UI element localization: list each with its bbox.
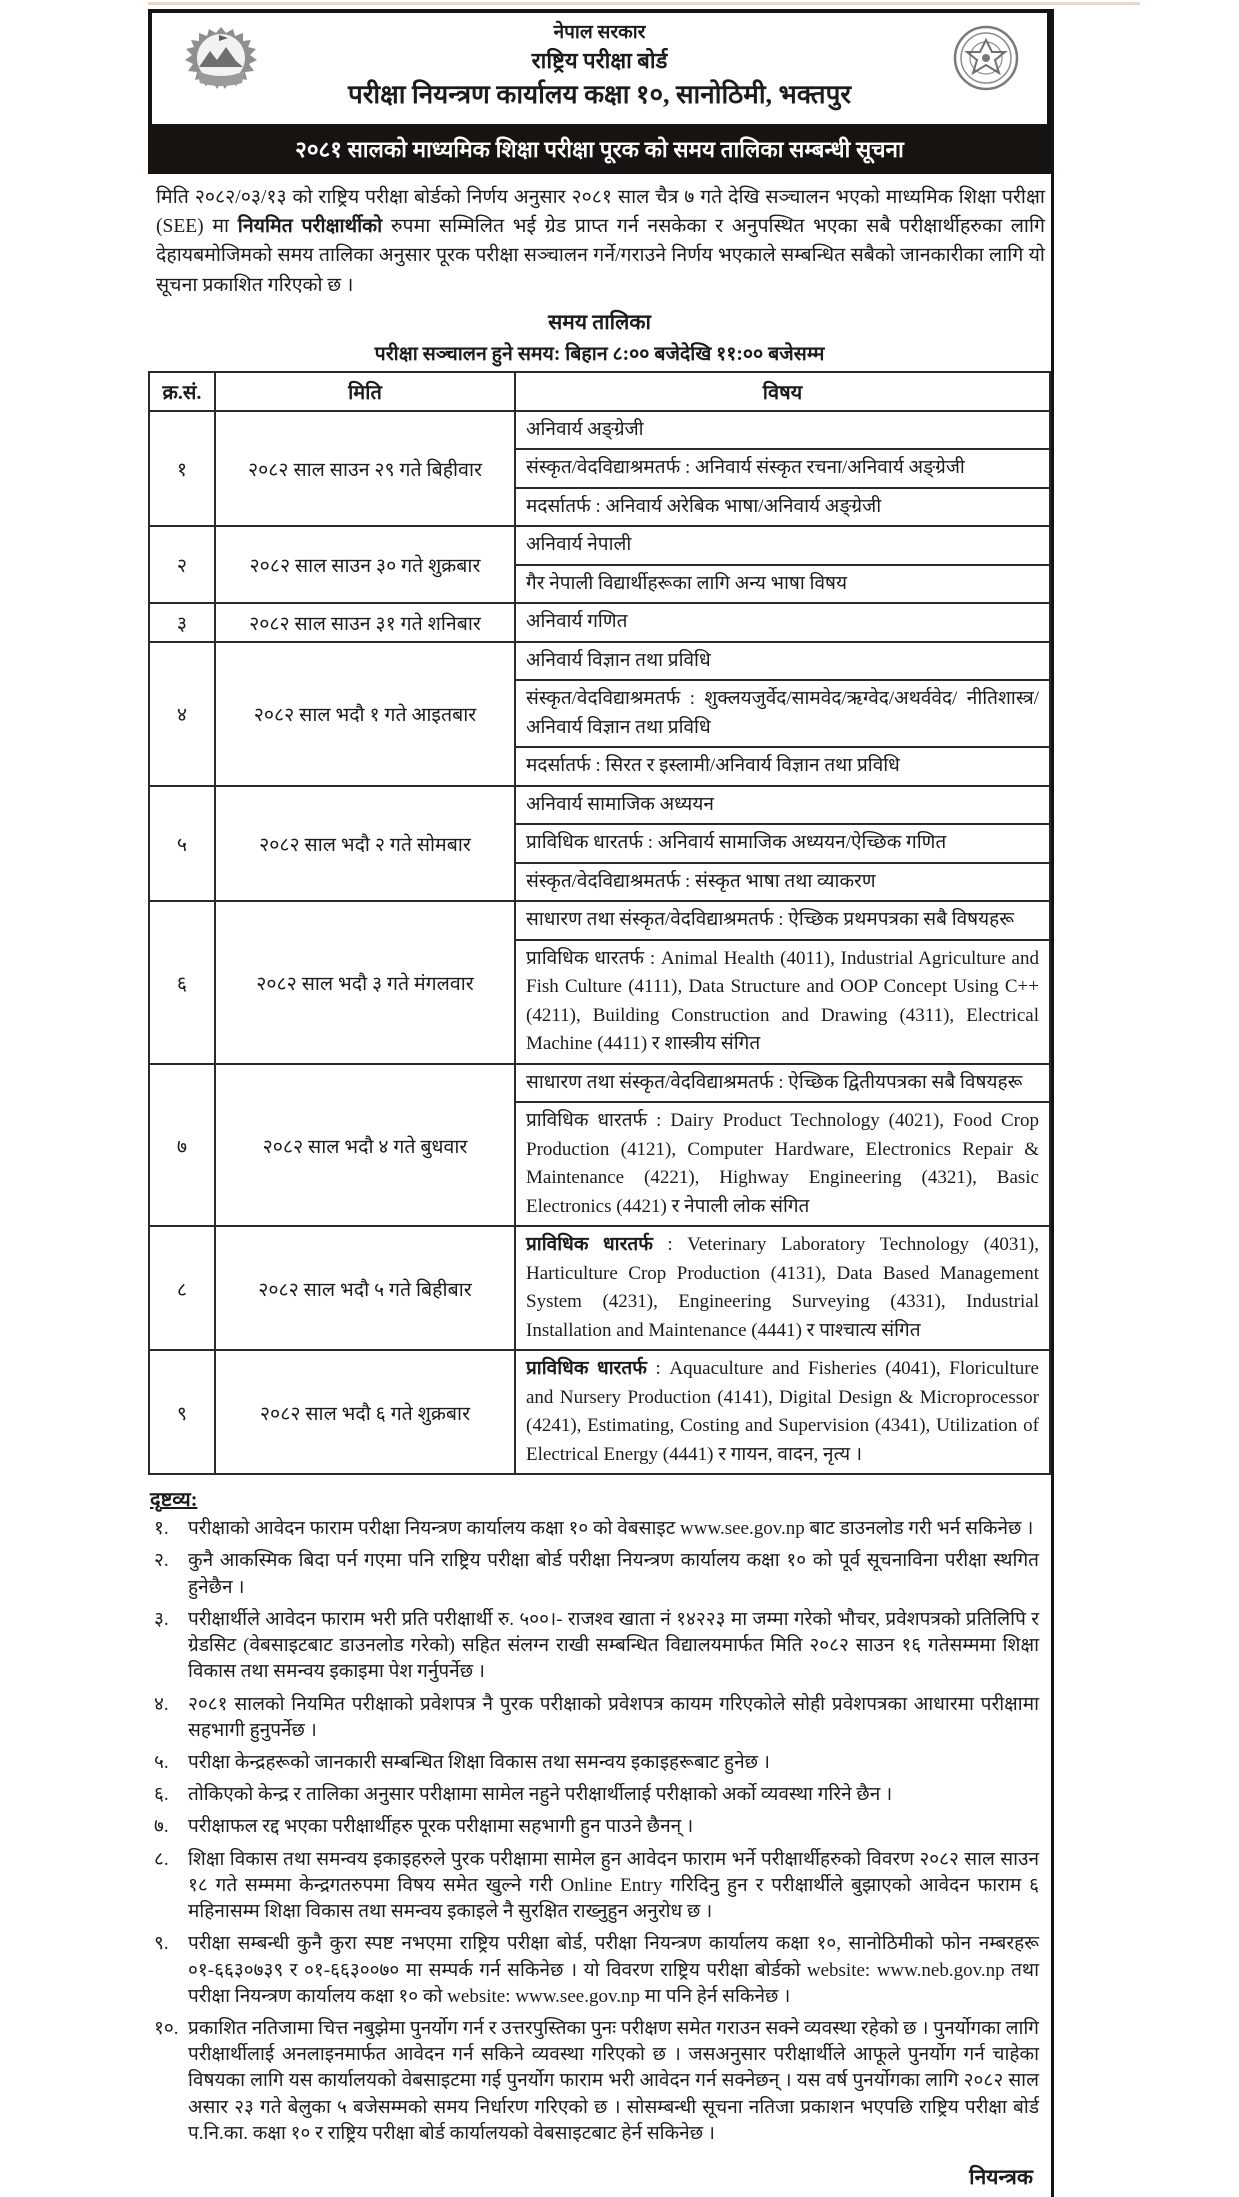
note-text: परीक्षा सम्बन्धी कुनै कुरा स्पष्ट नभएमा राष्ट्रिय परीक्षा बोर्ड, परीक्षा नियन्त्रण कार्यालय कक्षा १०, सानोठिमीको फोन नम्बरहरू ०१-६६३०७३९ र ०१-६६३००७० मा सम्पर्क गर्न सकिनेछ । यो विवरण राष्ट्रिय परीक्षा बोर्डको website: www.neb.gov.np तथा परीक्षा नियन्त्रण कार्यालय कक्षा १० को website: www.see.gov.np मा पनि हेर्न सकिनेछ । xyxy=(188,1933,1039,2007)
column-header-date: मिति xyxy=(215,372,515,411)
note-text: २०८१ सालको नियमित परीक्षाको प्रवेशपत्र नै पुरक परीक्षाको प्रवेशपत्र कायम गरिएकोले सोही प्रवेशपत्रका आधारमा परीक्षामा सहभागी हुनुपर्नेछ । xyxy=(188,1693,1039,1741)
note-text: परीक्षा केन्द्रहरूको जानकारी सम्बन्धित शिक्षा विकास तथा समन्वय इकाइहरूबाट हुनेछ । xyxy=(188,1752,770,1774)
note-item xyxy=(150,1692,1049,1744)
subject-cell: संस्कृत/वेदविद्याश्रमतर्फ : अनिवार्य संस्कृत रचना/अनिवार्य अङ्ग्रेजी xyxy=(515,449,1050,488)
subject-cell: अनिवार्य नेपाली xyxy=(515,526,1050,565)
exam-date-cell: २०८२ साल भदौ ४ गते बुधवार xyxy=(215,1064,515,1227)
column-header-sn: क्र.सं. xyxy=(149,372,215,411)
exam-date-cell: २०८२ साल भदौ ५ गते बिहीबार xyxy=(215,1226,515,1350)
note-item xyxy=(150,2016,1049,2147)
note-item xyxy=(150,1782,1049,1808)
notice-document xyxy=(148,9,1054,2197)
note-text: शिक्षा विकास तथा समन्वय इकाइहरुले पुरक परीक्षामा सामेल हुन आवेदन फाराम भर्ने परीक्षार्थीहरुको विवरण २०८२ साल साउन १८ गते सम्ममा केन्द्रगतरुपमा विषय समेत खुल्ने गरी Online Entry गरिदिनु हुन र परीक्षार्थीले बुझाएको आवेदन फाराम ६ महिनासम्म शिक्षा विकास तथा समन्वय इकाइले नै सुरक्षित राख्नुहुन अनुरोध छ । xyxy=(188,1848,1039,1923)
notes-list xyxy=(150,1516,1049,2147)
exam-date-cell: २०८२ साल भदौ ६ गते शुक्रबार xyxy=(215,1350,515,1474)
signature-controller: नियन्त्रक xyxy=(969,2165,1033,2190)
subject-cell: प्राविधिक धारतर्फ : Aquaculture and Fisheries (4041), Floriculture and Nursery Production (4141), Digital Design & Microprocessor (4241), Estimating, Costing and Supervision (4341), Utilization of Electrical Energy (4441) र गायन, वादन, नृत्य । xyxy=(515,1350,1050,1474)
subject-stream-label: प्राविधिक धारतर्फ xyxy=(526,1110,648,1132)
subject-cell: अनिवार्य विज्ञान तथा प्रविधि xyxy=(515,642,1050,681)
intro-paragraph xyxy=(148,174,1051,304)
exam-schedule-table xyxy=(148,371,1051,1476)
note-text: परीक्षार्थीले आवेदन फाराम भरी प्रति परीक्षार्थी रु. ५००।- राजश्व खाता नं १४२२३ मा जम्मा गरेको भौचर, प्रवेशपत्रको प्रतिलिपि र ग्रेडसिट (वेबसाइटबाट डाउनलोड गरेको) सहित संलग्न राखी सम्बन्धित विद्यालयमार्फत मिति २०८२ साउन १६ गतेसम्ममा शिक्षा विकास तथा समन्वय इकाइमा पेश गर्नुपर्नेछ । xyxy=(188,1608,1039,1683)
note-number: ५. xyxy=(154,1752,169,1774)
notes-heading: दृष्टव्य: xyxy=(150,1489,198,1512)
schedule-title: समय तालिका xyxy=(548,309,651,334)
serial-number-cell: ४ xyxy=(149,642,215,786)
table-row xyxy=(149,1064,1050,1103)
subject-cell: प्राविधिक धारतर्फ : Animal Health (4011), Industrial Agriculture and Fish Culture (4111), Data Structure and OOP Concept Using C++ (4211), Building Construction and Drawing (4311), Electrical Machine (4411) र शास्त्रीय संगित xyxy=(515,940,1050,1064)
note-item xyxy=(150,1814,1049,1840)
note-text: कुनै आकस्मिक बिदा पर्न गएमा पनि राष्ट्रिय परीक्षा बोर्ड परीक्षा नियन्त्रण कार्यालय कक्षा १० को पूर्व सूचनाविना परीक्षा स्थगित हुनेछैन । xyxy=(188,1550,1039,1598)
exam-date-cell: २०८२ साल साउन ३० गते शुक्रबार xyxy=(215,526,515,603)
exam-date-cell: २०८२ साल भदौ २ गते सोमबार xyxy=(215,786,515,902)
note-item xyxy=(150,1516,1049,1542)
table-row xyxy=(149,603,1050,642)
note-item xyxy=(150,1548,1049,1600)
schedule-time-line: परीक्षा सञ्चालन हुने समय: बिहान ८:०० बजेदेखि ११:०० बजेसम्म xyxy=(374,343,825,365)
subject-cell: प्राविधिक धारतर्फ : Dairy Product Technology (4021), Food Crop Production (4121), Computer Hardware, Electronics Repair & Maintenance (4221), Highway Engineering (4321), Basic Electronics (4421) र नेपाली लोक संगित xyxy=(515,1102,1050,1226)
subject-cell: प्राविधिक धारतर्फ : Veterinary Laboratory Technology (4031), Harticulture Crop Production (4131), Data Based Management System (4231), Engineering Surveying (4331), Industrial Installation and Maintenance (4441) र पाश्चात्य संगित xyxy=(515,1226,1050,1350)
exam-date-cell: २०८२ साल साउन २९ गते बिहीवार xyxy=(215,411,515,527)
serial-number-cell: ९ xyxy=(149,1350,215,1474)
serial-number-cell: २ xyxy=(149,526,215,603)
note-item xyxy=(150,1607,1049,1686)
note-number: ४. xyxy=(154,1693,169,1715)
note-number: १०. xyxy=(154,2017,179,2039)
note-number: ६. xyxy=(154,1784,169,1806)
note-text: परीक्षाको आवेदन फाराम परीक्षा नियन्त्रण कार्यालय कक्षा १० को वेबसाइट www.see.gov.np बाट डाउनलोड गरी भर्न सकिनेछ । xyxy=(188,1518,1034,1540)
serial-number-cell: १ xyxy=(149,411,215,527)
page-top-accent-line xyxy=(148,2,1140,5)
note-number: २. xyxy=(154,1550,169,1572)
schedule-table-body xyxy=(149,411,1050,1475)
office-name: परीक्षा नियन्त्रण कार्यालय कक्षा १०, सानोठिमी, भक्तपुर xyxy=(348,80,851,110)
subject-cell: अनिवार्य अङ्ग्रेजी xyxy=(515,411,1050,450)
board-name: राष्ट्रिय परीक्षा बोर्ड xyxy=(531,47,668,73)
table-row xyxy=(149,901,1050,940)
note-number: ८. xyxy=(154,1848,169,1870)
exam-date-cell: २०८२ साल भदौ १ गते आइतबार xyxy=(215,642,515,786)
serial-number-cell: ५ xyxy=(149,786,215,902)
note-item xyxy=(150,1847,1049,1926)
table-row xyxy=(149,1350,1050,1474)
subject-stream-label: प्राविधिक धारतर्फ xyxy=(526,1358,647,1380)
subject-cell: संस्कृत/वेदविद्याश्रमतर्फ : संस्कृत भाषा तथा व्याकरण xyxy=(515,863,1050,902)
note-item xyxy=(150,1931,1049,2010)
note-text: परीक्षाफल रद्द भएका परीक्षार्थीहरु पूरक परीक्षामा सहभागी हुन पाउने छैनन् । xyxy=(188,1816,694,1838)
neb-seal-icon xyxy=(953,25,1019,96)
intro-text-post: रुपमा सम्मिलित भई ग्रेड प्राप्त गर्न नसकेका र अनुपस्थित भएका सबै परीक्षार्थीहरुका लागि देहायबमोजिमको समय तालिका अनुसार पूरक परीक्षा सञ्चालन गर्ने/गराउने निर्णय भएकाले सम्बन्धित सबैको जानकारीका लागि यो सूचना प्रकाशित गरिएको छ । xyxy=(156,216,1045,296)
note-text: तोकिएको केन्द्र र तालिका अनुसार परीक्षामा सामेल नहुने परीक्षार्थीलाई परीक्षाको अर्को व्यवस्था गरिने छैन । xyxy=(188,1784,893,1806)
subject-cell: अनिवार्य सामाजिक अध्ययन xyxy=(515,786,1050,825)
exam-date-cell: २०८२ साल साउन ३१ गते शनिबार xyxy=(215,603,515,642)
serial-number-cell: ६ xyxy=(149,901,215,1064)
exam-date-cell: २०८२ साल भदौ ३ गते मंगलवार xyxy=(215,901,515,1064)
subject-cell: गैर नेपाली विद्यार्थीहरूका लागि अन्य भाषा विषय xyxy=(515,565,1050,604)
note-number: ९. xyxy=(154,1933,169,1955)
note-number: ३. xyxy=(154,1608,169,1630)
table-row xyxy=(149,642,1050,681)
serial-number-cell: ३ xyxy=(149,603,215,642)
letterhead xyxy=(148,9,1051,124)
nepal-government-emblem-icon xyxy=(184,25,258,98)
subject-stream-label: प्राविधिक धारतर्फ xyxy=(526,1234,653,1256)
intro-text-pre: मिति २०८२/०३/१३ को राष्ट्रिय परीक्षा बोर्डको निर्णय अनुसार २०८१ साल चैत्र ७ गते देखि सञ्चालन भएको माध्यमिक शिक्षा परीक्षा (SEE) मा xyxy=(156,186,1045,238)
subject-stream-label: प्राविधिक धारतर्फ xyxy=(526,947,645,969)
table-row xyxy=(149,526,1050,565)
notes-section xyxy=(148,1475,1051,2147)
subject-cell: साधारण तथा संस्कृत/वेदविद्याश्रमतर्फ : ऐच्छिक द्वितीयपत्रका सबै विषयहरू xyxy=(515,1064,1050,1103)
note-number: १. xyxy=(154,1518,169,1540)
column-header-subject: विषय xyxy=(515,372,1050,411)
notice-title-banner: २०८१ सालको माध्यमिक शिक्षा परीक्षा पूरक को समय तालिका सम्बन्धी सूचना xyxy=(148,124,1051,174)
subject-cell: साधारण तथा संस्कृत/वेदविद्याश्रमतर्फ : ऐच्छिक प्रथमपत्रका सबै विषयहरू xyxy=(515,901,1050,940)
intro-text-bold: नियमित परीक्षार्थीको xyxy=(237,216,383,238)
table-row xyxy=(149,1226,1050,1350)
subject-cell: संस्कृत/वेदविद्याश्रमतर्फ : शुक्लयजुर्वेद/सामवेद/ऋग्वेद/अथर्ववेद/ नीतिशास्त्र/अनिवार्य विज्ञान तथा प्रविधि xyxy=(515,680,1050,747)
serial-number-cell: ७ xyxy=(149,1064,215,1227)
note-number: ७. xyxy=(154,1816,169,1838)
govt-name: नेपाल सरकार xyxy=(553,22,646,43)
note-text: प्रकाशित नतिजामा चित्त नबुझेमा पुनर्योग गर्न र उत्तरपुस्तिका पुनः परीक्षण समेत गराउन सक्ने व्यवस्था रहेको छ । पुनर्योगका लागि परीक्षार्थीलाई अनलाइनमार्फत आवेदन गर्न सकिने व्यवस्था गरिएको छ । जसअनुसार परीक्षार्थीले आफूले पुनर्योग गर्न चाहेका विषयका लागि यस कार्यालयको वेबसाइटमा गई पुनर्योग फाराम भरी आवेदन गर्न सक्नेछन् । यस वर्ष पुनर्योगका लागि २०८२ साल असार २३ गते बेलुका ५ बजेसम्मको समय निर्धारण गरिएको छ । सोसम्बन्धी सूचना नतिजा प्रकाशन भएपछि राष्ट्रिय परीक्षा बोर्ड प.नि.का. कक्षा १० र राष्ट्रिय परीक्षा बोर्ड कार्यालयको वेबसाइटबाट हेर्न सकिनेछ । xyxy=(188,2017,1039,2144)
subject-cell: प्राविधिक धारतर्फ : अनिवार्य सामाजिक अध्ययन/ऐच्छिक गणित xyxy=(515,824,1050,863)
table-row xyxy=(149,786,1050,825)
table-header-row xyxy=(149,372,1050,411)
subject-cell: मदर्सातर्फ : सिरत र इस्लामी/अनिवार्य विज्ञान तथा प्रविधि xyxy=(515,747,1050,786)
serial-number-cell: ८ xyxy=(149,1226,215,1350)
table-row xyxy=(149,411,1050,450)
subject-cell: मदर्सातर्फ : अनिवार्य अरेबिक भाषा/अनिवार्य अङ्ग्रेजी xyxy=(515,488,1050,527)
subject-cell: अनिवार्य गणित xyxy=(515,603,1050,642)
